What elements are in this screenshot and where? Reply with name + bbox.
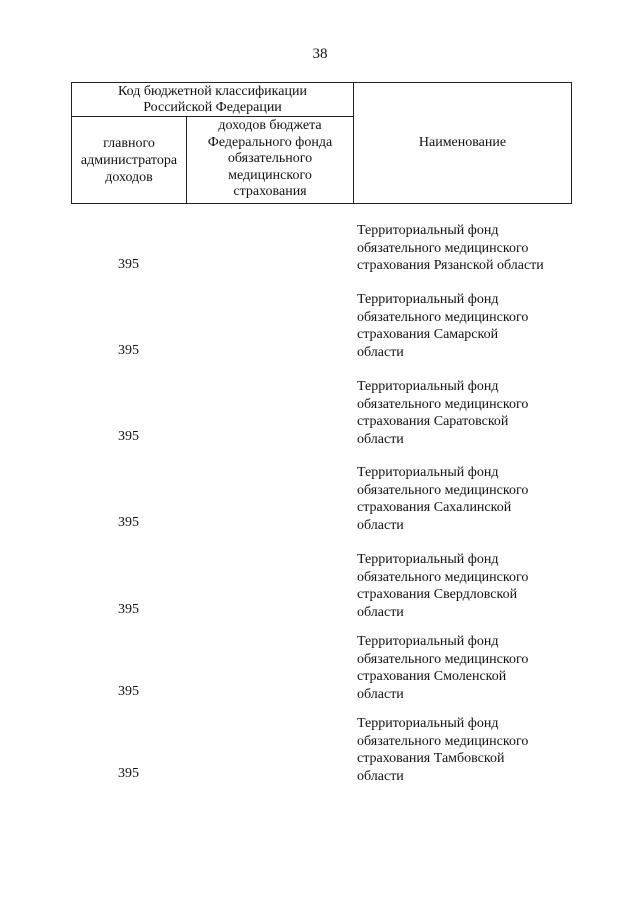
admin-code: 395	[118, 766, 139, 781]
admin-code: 395	[118, 684, 139, 699]
admin-code: 395	[118, 257, 139, 272]
fund-name: Территориальный фонд обязательного медицинского страхования Рязанской области	[357, 223, 544, 273]
budget-classification-code-header: Код бюджетной классификации Российской Федерации	[72, 83, 354, 117]
admin-code: 395	[118, 515, 139, 530]
fund-name: Территориальный фонд обязательного медицинского страхования Самарской области	[357, 292, 529, 360]
name-header: Наименование	[418, 135, 507, 150]
admin-code: 395	[118, 602, 139, 617]
fund-name: Территориальный фонд обязательного медицинского страхования Смоленской области	[357, 634, 529, 702]
fund-name: Территориальный фонд обязательного медицинского страхования Саратовской области	[357, 379, 529, 447]
admin-code: 395	[118, 429, 139, 444]
fund-name: Территориальный фонд обязательного медицинского страхования Сахалинской области	[357, 465, 529, 533]
fund-income-header: доходов бюджета Федерального фонда обязательного медицинского страхования	[187, 117, 354, 203]
fund-name: Территориальный фонд обязательного медицинского страхования Свердловской области	[357, 552, 529, 620]
fund-name: Территориальный фонд обязательного медицинского страхования Тамбовской области	[357, 716, 529, 784]
table-header	[71, 82, 572, 204]
page-number: 38	[312, 46, 328, 62]
chief-administrator-header: главного администратора доходов	[72, 117, 187, 203]
admin-code: 395	[118, 343, 139, 358]
